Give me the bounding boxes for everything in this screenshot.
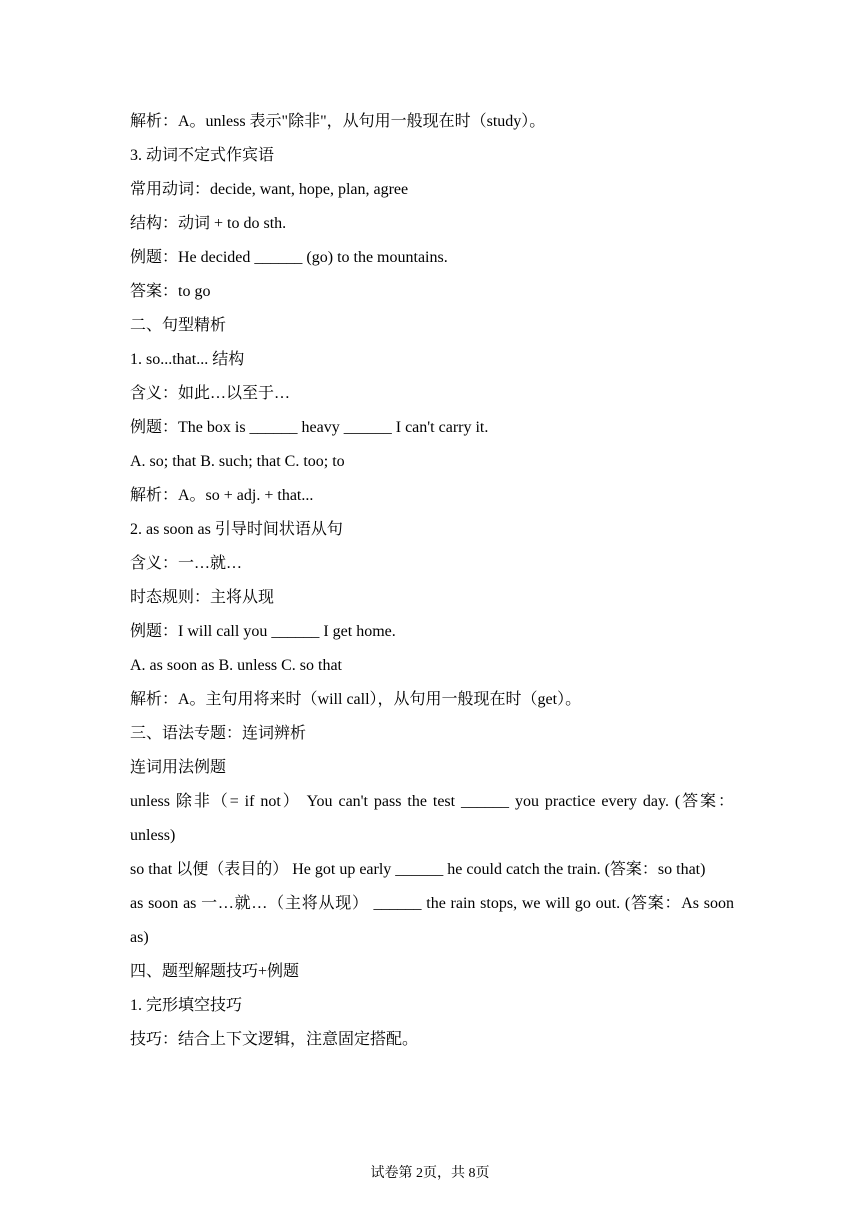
options-line: A. as soon as B. unless C. so that <box>130 657 342 674</box>
answer-line: 答案：to go <box>130 283 211 300</box>
example-question: 例题：I will call you ______ I get home. <box>130 623 396 640</box>
text-line: 解析：A。unless 表示"除非"，从句用一般现在时（study）。 <box>130 113 546 130</box>
text-line: 结构：动词 + to do sth. <box>130 215 287 232</box>
text-line: 含义：如此…以至于… <box>130 385 291 402</box>
subsection-heading: 1. 完形填空技巧 <box>130 997 243 1014</box>
text-line: 含义：一…就… <box>130 555 243 572</box>
subsection-heading: 1. so...that... 结构 <box>130 351 245 368</box>
options-line: A. so; that B. such; that C. too; to <box>130 453 345 470</box>
analysis-line: 解析：A。so + adj. + that... <box>130 487 314 504</box>
section-heading: 3. 动词不定式作宾语 <box>130 147 275 164</box>
text-line: 时态规则：主将从现 <box>130 589 275 606</box>
page-footer: 试卷第 2页，共 8页 <box>370 1166 490 1181</box>
section-heading: 三、语法专题：连词辨析 <box>130 725 307 742</box>
example-question: 例题：The box is ______ heavy ______ I can't carry it. <box>130 419 489 436</box>
conjunction-example: as soon as 一…就…（主将从现） ______ the rain stops, we will go out. (答案：As soon as) <box>130 895 734 946</box>
conjunction-example: unless 除非（= if not） You can't pass the test ______ you practice every day. (答案：unless) <box>130 793 734 844</box>
example-question: 例题：He decided ______ (go) to the mountains. <box>130 249 448 266</box>
section-heading: 二、句型精析 <box>130 317 227 334</box>
text-line: 技巧：结合上下文逻辑，注意固定搭配。 <box>130 1031 419 1048</box>
section-heading: 四、题型解题技巧+例题 <box>130 963 300 980</box>
subsection-heading: 2. as soon as 引导时间状语从句 <box>130 521 343 538</box>
conjunction-example: so that 以便（表目的） He got up early ______ he could catch the train. (答案：so that) <box>130 861 706 878</box>
analysis-line: 解析：A。主句用将来时（will call），从句用一般现在时（get）。 <box>130 691 582 708</box>
text-line: 常用动词：decide, want, hope, plan, agree <box>130 181 409 198</box>
text-line: 连词用法例题 <box>130 759 227 776</box>
page-content <box>130 105 734 1057</box>
